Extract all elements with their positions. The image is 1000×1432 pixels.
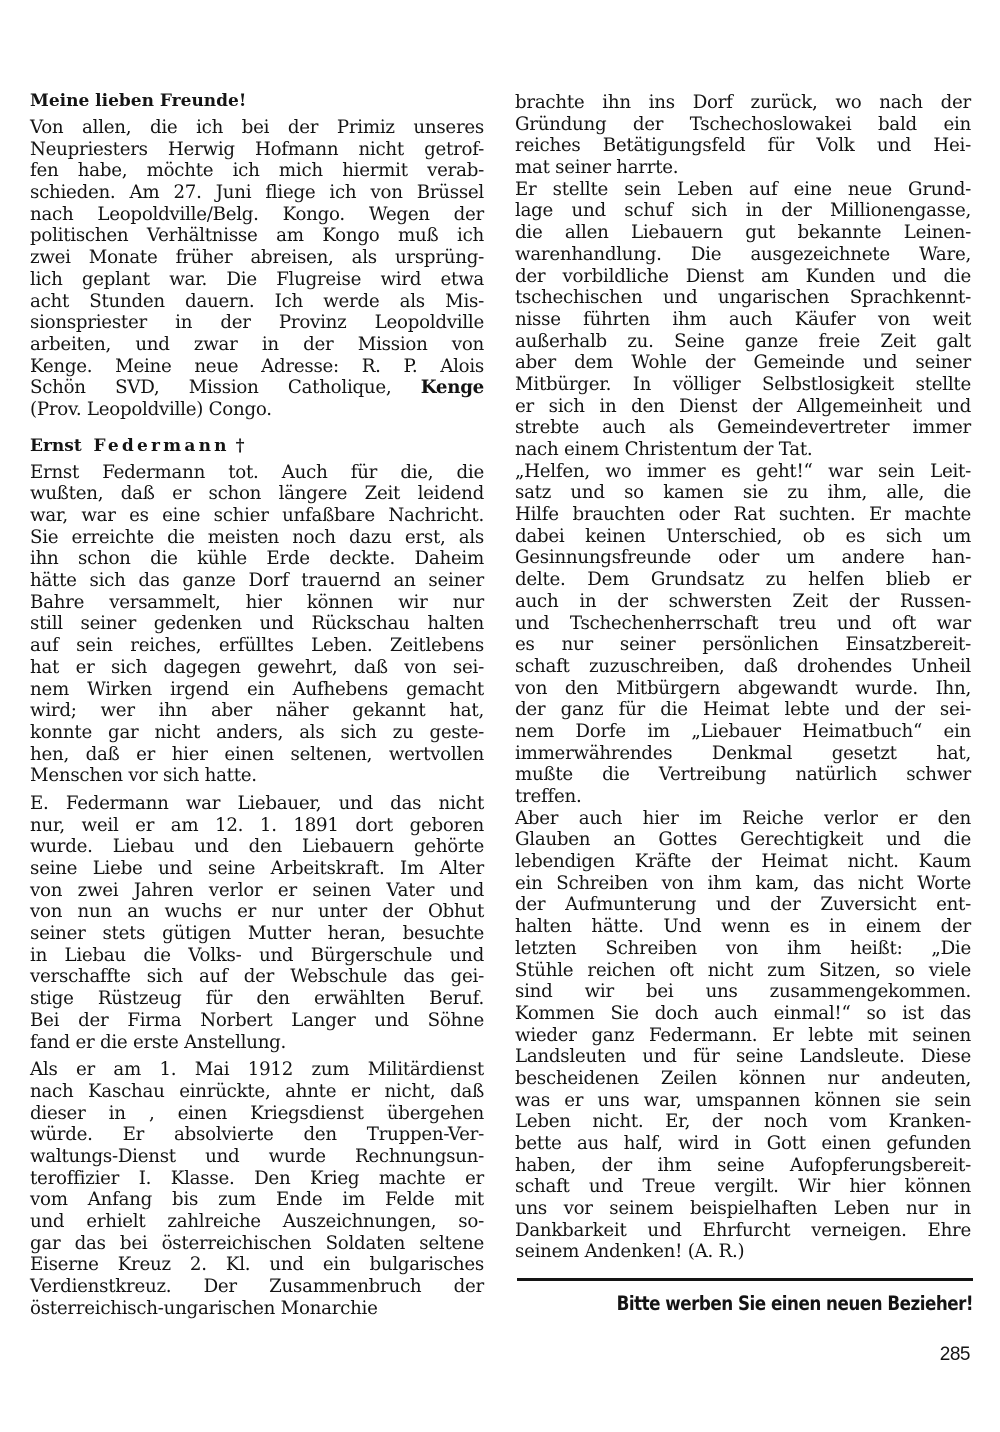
text-line: Kommen Sie doch auch einmal!“ so ist das [515, 1002, 971, 1024]
cross-icon: † [235, 435, 245, 456]
obituary-paragraph [30, 1059, 484, 1319]
text-line: nach Leopoldville/Belg. Kongo. Wegen der [30, 203, 484, 225]
text-line: hen, daß er hier einen seltenen, wertvollen [30, 743, 484, 765]
text-line: nach einem Christentum der Tat. [515, 439, 813, 460]
text-line: mußte die Vertreibung natürlich schwer [515, 764, 971, 786]
text-line: still seiner gedenken und Rückschau halten [30, 613, 484, 635]
text-line: warenhandlung. Die ausgezeichnete Ware, [515, 243, 971, 265]
text-line: schieden. Am 27. Juni fliege ich von Brüssel [30, 182, 484, 204]
text-line: fen habe, möchte ich mich hiermit verab- [30, 160, 484, 182]
text-line: tschechischen und ungarischen Sprachkennt- [515, 287, 971, 309]
text-line: seiner stets gütigen Mutter heran, besuchte [30, 923, 484, 945]
text-line: stige Rüstzeug für den erwählten Beruf. [30, 988, 484, 1010]
text-line: nur, weil er am 12. 1. 1891 dort geboren [30, 814, 484, 836]
text-line: sionspriester in der Provinz Leopoldville [30, 312, 484, 334]
letter-heading: Meine lieben Freunde! [30, 91, 247, 111]
obituary-paragraph [515, 808, 971, 1263]
text-line: Bei der Firma Norbert Langer und Söhne [30, 1009, 484, 1031]
text-line: Menschen vor sich hatte. [30, 765, 257, 787]
obituary-paragraph [515, 461, 971, 808]
text-line: E. Federmann war Liebauer, und das nicht [30, 792, 484, 814]
text-line: letzten Schreiben von ihm heißt: „Die [515, 937, 971, 959]
text-line: würde. Er absolvierte den Truppen-Ver- [30, 1124, 484, 1146]
text-line: verschaffte sich auf der Webschule das gei- [30, 966, 484, 988]
text-line: ihn schon die kühle Erde deckte. Daheim [30, 548, 484, 570]
text-line: der vorbildliche Dienst am Kunden und die [515, 265, 971, 287]
text-line: Bahre versammelt, hier können wir nur [30, 591, 484, 613]
text-line: gar das bei österreichischen Soldaten seltene [30, 1232, 484, 1254]
text-line: hätte sich das ganze Dorf trauernd an seiner [30, 570, 484, 592]
text-line: fand er die erste Anstellung. [30, 1031, 287, 1053]
text-line: die allen Liebauern gut bekannte Leinen- [515, 222, 971, 244]
left-column [30, 90, 484, 1325]
text-line: Gründung der Tschechoslowakei bald ein [515, 113, 971, 135]
text-line: seine Liebe und seine Arbeitskraft. Im Alter [30, 858, 484, 879]
text-line: Stühle reichen oft nicht zum Sitzen, so viele [515, 959, 971, 981]
text-line: bescheidenen Zeilen können nur andeuten, [515, 1067, 971, 1089]
text-line: nem Wirken irgend ein Aufhebens gemacht [30, 678, 484, 700]
text-line: wurde. Liebau und den Liebauern gehörte [30, 836, 484, 858]
text-line: Gesinnungsfreunde oder um andere han- [515, 547, 971, 569]
subscriber-slogan: Bitte werben Sie einen neuen Bezieher! [616, 1292, 973, 1315]
text-line: zwei Monate früher abreisen, als ursprüng- [30, 247, 484, 269]
obituary-heading [30, 435, 484, 457]
text-line: hat er sich dagegen gewehrt, daß von sei- [30, 656, 484, 678]
text-line: Neupriesters Herwig Hofmann nicht getrof- [30, 138, 484, 160]
text-line: immerwährendes Denkmal gesetzt hat, [515, 742, 971, 764]
text-line: Aber auch hier im Reiche verlor er den [515, 807, 971, 829]
text-line: treffen. [515, 786, 582, 807]
text-line: von den Mitbürgern abgewandt wurde. Ihn, [515, 677, 971, 699]
text-line: arbeiten, und zwar in der Mission von [30, 333, 484, 355]
text-line: sind wir bei uns zusammengekommen. [515, 981, 971, 1003]
text-line: vom Anfang bis zum Ende im Felde mit [30, 1189, 484, 1211]
text-line: der Aufmunterung und der Zuversicht ent- [515, 894, 971, 916]
letter-section [30, 90, 484, 421]
text-line: lich geplant war. Die Flugreise wird etwa [30, 268, 484, 290]
text-line: wieder ganz Federmann. Er lebte mit seinen [515, 1024, 971, 1046]
text-line: auf sein reiches, erfülltes Leben. Zeitlebens [30, 635, 484, 657]
text-line: nem Dorfe im „Liebauer Heimatbuch“ ein [515, 720, 971, 742]
text-line: dieser in ‚ einen Kriegsdienst übergehen [30, 1102, 484, 1124]
text-line: Mitbürger. In völliger Selbstlosigkeit stellte [515, 373, 971, 395]
text-line: Eiserne Kreuz 2. Kl. und ein bulgarisches [30, 1254, 484, 1276]
text-line: politischen Verhältnisse am Kongo muß ich [30, 225, 484, 247]
text-line: schaft und Treue vergilt. Wir hier können [515, 1176, 971, 1198]
text-line: „Helfen, wo immer es geht!“ war sein Leit- [515, 460, 971, 482]
text-line: teroffizier I. Klasse. Den Krieg machte er [30, 1167, 484, 1189]
text-line: Er stellte sein Leben auf eine neue Grund- [515, 178, 971, 200]
text-line: mat seiner harrte. [515, 157, 679, 179]
text-line: ein Schreiben von ihm kam, das nicht Worte [515, 872, 971, 894]
text-line: konnte gar nicht anders, als sich zu geste- [30, 721, 484, 743]
text-line: Verdienstkreuz. Der Zusammenbruch der [30, 1276, 484, 1298]
text-line: brachte ihn ins Dorf zurück, wo nach der [515, 92, 971, 113]
text-line: lebendigen Kräfte der Heimat nicht. Kaum [515, 851, 971, 873]
text-line: Landsleuten und für seine Landsleute. Diese [515, 1046, 971, 1068]
text-line: wußten, daß er schon längere Zeit leidend [30, 483, 484, 505]
text-line: was er uns war, umspannen können sie sein [515, 1089, 971, 1111]
text-line: Ernst Federmann tot. Auch für die, die [30, 461, 484, 483]
text-line: war, war es eine schier unfaßbare Nachricht. [30, 505, 484, 526]
text-line: der ganz für die Heimat lebte und der sei- [515, 699, 971, 721]
text-line: nach Kaschau einrückte, ahnte er nicht, daß [30, 1080, 484, 1102]
obituary-body-left [30, 462, 484, 1320]
text-line: Sie erreichte die meisten noch dazu erst, als [30, 526, 484, 548]
text-line: strebte auch als Gemeindevertreter immer [515, 417, 971, 439]
bold-place-name: Kenge [420, 377, 484, 399]
text-line: schaft zuzuschreiben, daß drohendes Unheil [515, 655, 971, 677]
obituary-heading-first: Ernst [30, 435, 82, 456]
text-line: von nun an wuchs er nur unter der Obhut [30, 901, 484, 923]
text-line: Dankbarkeit und Ehrfurcht verneigen. Ehre [515, 1219, 971, 1241]
letter-body [30, 117, 484, 421]
text-line: Als er am 1. Mai 1912 zum Militärdienst [30, 1059, 484, 1081]
text-line: reiches Betätigungsfeld für Volk und Hei- [515, 135, 971, 157]
right-column [515, 92, 971, 1263]
text-line: Kenge. Meine neue Adresse: R. P. Alois [30, 355, 484, 377]
text-line: in Liebau die Volks- und Bürgerschule und [30, 944, 484, 966]
text-line: acht Stunden dauern. Ich werde als Mis- [30, 290, 484, 312]
text-line: (Prov. Leopoldville) Congo. [30, 398, 272, 420]
text-line: Leben nicht. Er, der noch vom Kranken- [515, 1111, 971, 1133]
text-line: es nur seiner persönlichen Einsatzbereit- [515, 634, 971, 656]
text-line: waltungs-Dienst und wurde Rechnungsun- [30, 1145, 484, 1167]
obituary-paragraph [515, 92, 971, 179]
text-line: bette aus half, wird in Gott einen gefunden [515, 1133, 971, 1154]
text-line: außerhalb zu. Seine ganze freie Zeit galt [515, 330, 971, 352]
text-line: aber dem Wohle der Gemeinde und seiner [515, 352, 971, 374]
text-line: nisse führten ihm auch Käufer von weit [515, 308, 971, 330]
text-line: satz und so kamen sie zu ihm, alle, die [515, 482, 971, 504]
text-line: und erhielt zahlreiche Auszeichnungen, so- [30, 1211, 484, 1232]
obituary-paragraph [30, 462, 484, 787]
text-line: Schön SVD, Mission Catholique, Kenge [30, 377, 484, 399]
text-line: haben, der ihm seine Aufopferungsbereit- [515, 1154, 971, 1176]
text-line: dabei keinen Unterschied, ob es sich um [515, 525, 971, 547]
text-line: von zwei Jahren verlor er seinen Vater und [30, 879, 484, 901]
text-line: wird; wer ihn aber näher gekannt hat, [30, 700, 484, 722]
text-line: delte. Dem Grundsatz zu helfen blieb er [515, 569, 971, 591]
obituary-heading-name: Federmann [93, 435, 230, 456]
page-number: 285 [939, 1344, 970, 1365]
text-line: halten hätte. Und wenn es in einem der [515, 916, 971, 938]
text-line: Von allen, die ich bei der Primiz unseres [30, 117, 484, 138]
text-line: und Tschechenherrschaft treu und oft war [515, 612, 971, 634]
text-line: er sich in den Dienst der Allgemeinheit und [515, 395, 971, 417]
text-line: lage und schuf sich in der Millionengasse, [515, 200, 971, 222]
text-line: Glauben an Gottes Gerechtigkeit und die [515, 829, 971, 851]
obituary-paragraph [515, 179, 971, 461]
obituary-section [30, 435, 484, 1320]
text-line: seinem Andenken! (A. R.) [515, 1241, 745, 1263]
divider-rule [517, 1278, 973, 1281]
text-line: auch in der schwersten Zeit der Russen- [515, 590, 971, 612]
obituary-paragraph [30, 793, 484, 1053]
text-line: uns vor seinem beispielhaften Leben nur in [515, 1198, 971, 1220]
text-line: österreichisch-ungarischen Monarchie [30, 1297, 378, 1319]
text-line: Hilfe brauchten oder Rat suchten. Er machte [515, 504, 971, 526]
